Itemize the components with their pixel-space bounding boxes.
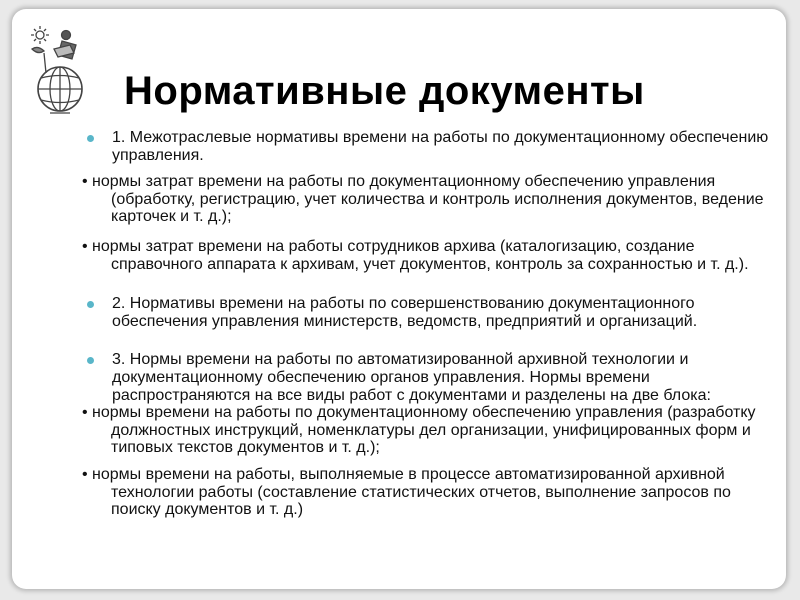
list-item-1 — [82, 129, 772, 164]
list-item-text: 1. Межотраслевые нормативы времени на работы по документационному обеспечению управления. — [112, 129, 769, 164]
slide — [12, 9, 786, 589]
globe-with-figure-icon — [24, 15, 96, 125]
sub-item-1: • нормы затрат времени на работы по документационному обеспечению управления (обработку, регистрацию, учет количества и контроль исполнения документов, ведение карточек и т. д.); — [82, 173, 764, 226]
list-item-3 — [82, 351, 772, 404]
sub-item-4: • нормы времени на работы, выполняемые в процессе автоматизированной архивной технологии работы (составление статистических отчетов, выполнение запросов по поиску документов и т. д.) — [82, 465, 731, 519]
bullet-icon — [87, 301, 94, 308]
bullet-icon — [87, 357, 94, 364]
bullet-icon — [87, 135, 94, 142]
list-item-2 — [82, 295, 772, 330]
list-item-text: 2. Нормативы времени на работы по совершенствованию документационного обеспечения управления министерств, ведомств, предприятий и организаций. — [112, 295, 698, 330]
sub-item-2: • нормы затрат времени на работы сотрудников архива (каталогизацию, создание справочного аппарата к архивам, учет документов, контроль за сохранностью и т. д.). — [82, 237, 749, 273]
page-title: Нормативные документы — [124, 69, 645, 113]
content — [82, 129, 772, 519]
sub-item-3: • нормы времени на работы по документационному обеспечению управления (разработку должностных инструкций, номенклатуры дел организации, унифицированных форм и типовых текстов документов и т. д.); — [82, 404, 756, 457]
list-item-text: 3. Нормы времени на работы по автоматизированной архивной технологии и документационному обеспечению органов управления. Нормы времени распространяются на все виды работ с документами и разделены на две блока: — [112, 351, 711, 404]
